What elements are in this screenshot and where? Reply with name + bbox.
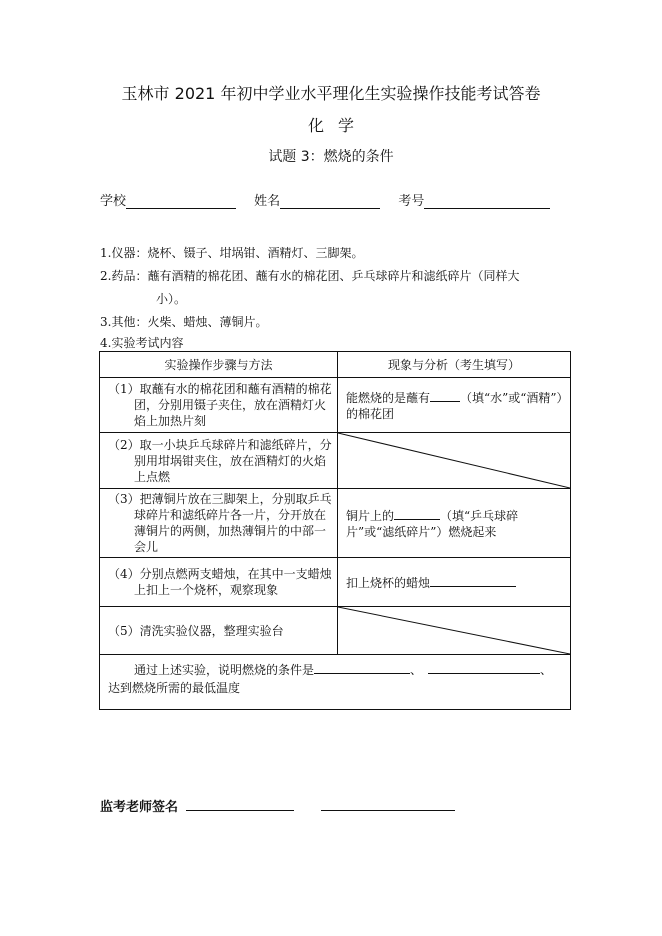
- content-title: 4.实验考试内容: [100, 336, 184, 350]
- diagonal-strike: [338, 433, 570, 488]
- analysis-3-prefix: 铜片上的: [346, 508, 395, 523]
- analysis-cell-5-crossed: [338, 607, 571, 655]
- table-row: [100, 607, 338, 655]
- analysis-cell-1: [338, 378, 571, 433]
- signature-line-1[interactable]: [186, 810, 294, 811]
- signature-line-2[interactable]: [321, 810, 455, 811]
- school-field[interactable]: [126, 194, 236, 209]
- name-label: 姓名: [254, 194, 281, 209]
- page-title: 玉林市 2021 年初中学业水平理化生实验操作技能考试答卷: [121, 84, 541, 103]
- topic-title: 试题 3：燃烧的条件: [268, 149, 394, 165]
- analysis-4-prefix: 扣上烧杯的蜡烛: [346, 575, 431, 590]
- analysis-cell-3: [338, 489, 571, 558]
- number-field[interactable]: [424, 194, 550, 209]
- table-row: [100, 433, 338, 489]
- school-label: 学校: [100, 194, 127, 209]
- analysis-1-suffix: （填“水”或“酒精”）的棉花团: [346, 390, 563, 421]
- proctor-signature-label: 监考老师签名: [100, 800, 179, 815]
- reagents-item: 2.药品：蘸有酒精的棉花团、蘸有水的棉花团、乒乓球碎片和滤纸碎片（同样大: [100, 269, 520, 283]
- diagonal-strike: [338, 607, 570, 654]
- table-row: [100, 378, 338, 433]
- col-header-analysis: 现象与分析（考生填写）: [338, 352, 571, 378]
- analysis-3-suffix: （填“乒乓球碎片”或“滤纸碎片”）燃烧起来: [346, 508, 519, 539]
- subject-title: 化学: [307, 116, 368, 135]
- table-row: [100, 489, 338, 558]
- others-item: 3.其他：火柴、蜡烛、薄铜片。: [100, 315, 268, 329]
- conclusion-suffix: 达到燃烧所需的最低温度: [108, 681, 241, 695]
- conclusion-separator: 、: [410, 663, 423, 677]
- analysis-1-prefix: 能燃烧的是蘸有: [346, 390, 431, 405]
- condition-blank-1[interactable]: [314, 661, 410, 674]
- conclusion-cell: [100, 655, 571, 710]
- instruments-item: 1.仪器：烧杯、镊子、坩埚钳、酒精灯、三脚架。: [100, 246, 364, 260]
- answer-blank-4[interactable]: [430, 574, 516, 587]
- name-field[interactable]: [280, 194, 380, 209]
- step-4-text: （4）分别点燃两支蜡烛，在其中一支蜡烛上扣上一个烧杯，观察现象: [108, 567, 332, 597]
- step-3-text: （3）把薄铜片放在三脚架上，分别取乒乓球碎片和滤纸碎片各一片，分开放在薄铜片的两侧，加热薄铜片的中部一会儿: [108, 492, 332, 554]
- condition-blank-2[interactable]: [428, 661, 540, 674]
- answer-blank-1[interactable]: [430, 389, 460, 402]
- analysis-cell-4: [338, 558, 571, 607]
- step-2-text: （2）取一小块乒乓球碎片和滤纸碎片，分别用坩埚钳夹住，放在酒精灯的火焰上点燃: [108, 437, 332, 484]
- step-5-text: （5）清洗实验仪器，整理实验台: [108, 623, 284, 638]
- number-label: 考号: [398, 194, 425, 209]
- answer-blank-3[interactable]: [394, 507, 440, 520]
- reagents-item-cont: 小）。: [156, 292, 187, 306]
- student-info-row: [100, 190, 550, 209]
- table-row: [100, 558, 338, 607]
- experiment-table: [99, 351, 571, 710]
- step-1-text: （1）取蘸有水的棉花团和蘸有酒精的棉花团，分别用镊子夹住，放在酒精灯火焰上加热片刻: [108, 382, 332, 428]
- analysis-cell-2-crossed: [338, 433, 571, 489]
- conclusion-separator: 、: [540, 663, 553, 677]
- col-header-steps: 实验操作步骤与方法: [100, 352, 338, 378]
- conclusion-prefix: 通过上述实验，说明燃烧的条件是: [134, 663, 315, 677]
